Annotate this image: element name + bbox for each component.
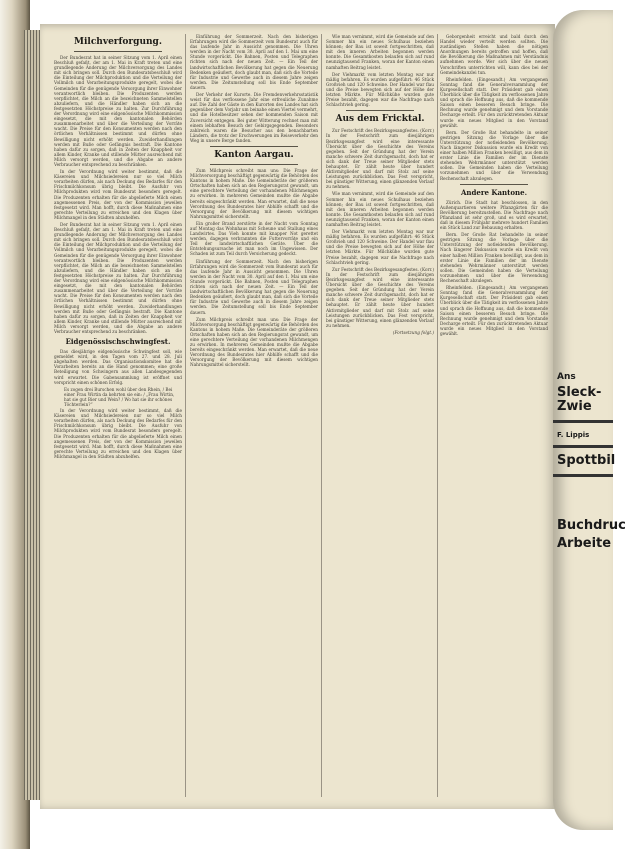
article-heading-milk: Milchverforgung. [74, 37, 162, 47]
article-paragraph: Zum Milchpreis schreibt man uns: Die Frage der Milchversorgung beschäftigt gegenwärtig die Behörden des Kantons in hohem Maße. Die Gemeinderäte der größeren Ortschaften haben sich an den Regierungsrat gewandt, um eine gerechtere Verteilung der vorhandenen Milchmengen zu erwirken. In mehreren Gemeinden mußte die Abgabe bereits eingeschränkt werden. Man erwartet, daß die neue Verordnung des Bundesrates hier Abhilfe schafft und die Versorgung der Bevölkerung mit diesem wichtigen Nahrungsmittel sicherstellt. [190, 167, 318, 219]
article-paragraph: Zum Milchpreis schreibt man uns: Die Frage der Milchversorgung beschäftigt gegenwärtig die Behörden des Kantons in hohem Maße. Die Gemeinderäte der größeren Ortschaften haben sich an den Regierungsrat gewandt, um eine gerechtere Verteilung der vorhandenen Milchmengen zu erwirken. In mehreren Gemeinden mußte die Abgabe bereits eingeschränkt werden. Man erwartet, daß die neue Verordnung des Bundesrates hier Abhilfe schafft und die Versorgung der Bevölkerung mit diesem wichtigen Nahrungsmittel sicherstellt. [190, 316, 318, 368]
article-paragraph: Bern. Der Große Rat behandelte in seiner gestrigen Sitzung die Vorlage über die Unterstützung der notleidenden Bevölkerung. Nach längerer Diskussion wurde ein Kredit von einer halben Million Franken bewilligt, aus dem in erster Linie die Familien der im Dienste stehenden Wehrmänner unterstützt werden sollen. Die Gemeinden haben die Verteilung vorzunehmen und über die Verwendung Rechenschaft abzulegen. [440, 129, 548, 181]
article-heading-fricktal: Aus dem Fricktal. [335, 114, 425, 125]
continuation-note: (Fortsetzung folgt.) [392, 329, 434, 335]
column-rule [321, 34, 322, 797]
heading-rule [460, 184, 528, 185]
heading-rule [210, 164, 298, 165]
article-paragraph: Der Bundesrat hat in seiner Sitzung vom 1. April einen Beschluß gefaßt, der am 1. Mai in Kraft treten und eine grundlegende Änderung der Milchversorgung des Landes mit sich bringen soll. Durch den Bundesratsbeschluß wird die Einteilung der Milchproduktion und die Verteilung der Vollmilch und Verarbeitungsprodukte geregelt, wobei die Gemeinden für die genügende Versorgung ihrer Einwohner verantwortlich bleiben. Die Produzenten werden verpflichtet, die Milch an die bezeichneten Sammelstellen abzuliefern, und die Händler haben sich an die festgesetzten Höchstpreise zu halten. Zur Durchführung der Verordnung wird eine eidgenössische Milchkommission eingesetzt, die mit den kantonalen Behörden zusammenarbeitet und über die Verteilung der Vorräte wacht. Die Preise für den Konsumenten werden nach den örtlichen Verhältnissen bestimmt und dürfen ohne Bewilligung nicht erhöht werden. Zuwiderhandlungen werden mit Buße oder Gefängnis bestraft. Die Kantone haben dafür zu sorgen, daß in Zeiten der Knappheit vor allem Kinder, Kranke und stillende Mütter ausreichend mit Milch versorgt werden, und die Abgabe an andere Verbraucher entsprechend zu beschränken. [54, 222, 182, 334]
poem-verse: Es zogen drei Burschen wohl über den Rhein, / Bei einer Frau Wirtin da kehrten sie ein: / „Frau Wirtin, hat sie gut Bier und Wein? / Wo hat sie ihr schönes Töchterlein?“ [64, 386, 175, 407]
article-paragraph: Ein großer Brand zerstörte in der Nacht vom Sonntag auf Montag das Wohnhaus mit Scheune und Stallung eines Landwirtes. Das Vieh konnte mit knapper Not gerettet werden, dagegen verbrannten die Futtervorräte und ein Teil der landwirtschaftlichen Geräte. Über die Entstehungsursache ist man noch im Ungewissen. Der Schaden ist zum Teil durch Versicherung gedeckt. [190, 220, 318, 257]
heading-rule [210, 146, 298, 147]
column-2 [190, 34, 318, 797]
article-paragraph: Einführung der Sommerzeit. Nach den bisherigen Erfahrungen wird die Sommerzeit vom Bundesrat auch für das laufende Jahr in Aussicht genommen. Die Uhren werden in der Nacht vom 30. April auf den 1. Mai um eine Stunde vorgerückt. Die Bahnen, Posten und Telegraphen richten sich nach der neuen Zeit. — Ein Teil der landwirtschaftlichen Bevölkerung hat gegen die Neuerung Bedenken geäußert, doch glaubt man, daß sich die Vorteile für Industrie und Gewerbe auch in diesem Jahre zeigen werden. Die Zeitumstellung soll bis Ende September dauern. [190, 34, 318, 90]
ad-headline: Sleck-Zwie [557, 385, 602, 414]
article-paragraph: Der Viehmarkt vom letzten Montag war nur mäßig befahren. Es wurden aufgeführt: 46 Stück Großvieh und 120 Schweine. Der Handel war flau und die Preise bewegten sich auf der Höhe der letzten Märkte. Für Milchkühe wurden gute Preise bezahlt, dagegen war die Nachfrage nach Schlachtvieh gering. [326, 71, 434, 108]
article-paragraph: Rheinfelden. (Eingesandt.) Am vergangenen Sonntag fand die Generalversammlung der Kurgesellschaft statt. Der Präsident gab einen Überblick über die Tätigkeit im verflossenen Jahre und sprach die Hoffnung aus, daß die kommende Saison einen besseren Besuch bringe. Die Rechnung wurde genehmigt und dem Vorstande Decharge erteilt. Für den zurücktretenden Aktuar wurde ein neues Mitglied in den Vorstand gewählt. [440, 76, 548, 128]
article-paragraph: Der Viehmarkt vom letzten Montag war nur mäßig befahren. Es wurden aufgeführt: 46 Stück Großvieh und 120 Schweine. Der Handel war flau und die Preise bewegten sich auf der Höhe der letzten Märkte. Für Milchkühe wurden gute Preise bezahlt, dagegen war die Nachfrage nach Schlachtvieh gering. [326, 229, 434, 265]
article-heading-schwingfest: Eidgenössischschwingfest. [65, 337, 171, 347]
article-paragraph: Der Bundesrat hat in seiner Sitzung vom 1. April einen Beschluß gefaßt, der am 1. Mai in Kraft treten und eine grundlegende Änderung der Milchversorgung des Landes mit sich bringen soll. Durch den Bundesratsbeschluß wird die Einteilung der Milchproduktion und die Verteilung der Vollmilch und Verarbeitungsprodukte geregelt, wobei die Gemeinden für die genügende Versorgung ihrer Einwohner verantwortlich bleiben. Die Produzenten werden verpflichtet, die Milch an die bezeichneten Sammelstellen abzuliefern, und die Händler haben sich an die festgesetzten Höchstpreise zu halten. Zur Durchführung der Verordnung wird eine eidgenössische Milchkommission eingesetzt, die mit den kantonalen Behörden zusammenarbeitet und über die Verteilung der Vorräte wacht. Die Preise für den Konsumenten werden nach den örtlichen Verhältnissen bestimmt und dürfen ohne Bewilligung nicht erhöht werden. Zuwiderhandlungen werden mit Buße oder Gefängnis bestraft. Die Kantone haben dafür zu sorgen, daß in Zeiten der Knappheit vor allem Kinder, Kranke und stillende Mütter ausreichend mit Milch versorgt werden, und die Abgabe an andere Verbraucher entsprechend zu beschränken. [54, 55, 182, 167]
ad-divider [553, 445, 613, 448]
article-paragraph: Das diesjährige eidgenössische Schwingfest soll, wie gemeldet wird, in den Tagen vom 27. und 28. Juli abgehalten werden. Das Organisationskomitee hat die Vorarbeiten bereits an die Hand genommen; eine große Beteiligung von Schwingern aus allen Landesgegenden wird erwartet. Die Gabensammlung ist eröffnet und verspricht einen schönen Erfolg. [54, 349, 182, 385]
article-heading-andere-kantone: Andere Kantone. [460, 187, 528, 197]
article-paragraph: Zürich. Die Stadt hat beschlossen, in den Außenquartieren weitere Pflanzgärten für die Bevölkerung bereitzustellen. Die Nachfrage nach Pflanzland ist sehr groß, und es wird erwartet, daß in diesem Frühjahr mehrere hundert Familien ein Stück Land zur Bebauung erhalten. [440, 199, 548, 231]
ad-headline: Arbeite [557, 536, 612, 551]
article-paragraph: Einführung der Sommerzeit. Nach den bisherigen Erfahrungen wird die Sommerzeit vom Bundesrat auch für das laufende Jahr in Aussicht genommen. Die Uhren werden in der Nacht vom 30. April auf den 1. Mai um eine Stunde vorgerückt. Die Bahnen, Posten und Telegraphen richten sich nach der neuen Zeit. — Ein Teil der landwirtschaftlichen Bevölkerung hat gegen die Neuerung Bedenken geäußert, doch glaubt man, daß sich die Vorteile für Industrie und Gewerbe auch in diesem Jahre zeigen werden. Die Zeitumstellung soll bis Ende September dauern. [190, 258, 318, 315]
article-paragraph: Geborgenheit erreicht und bald durch den Handel wieder verteilt werden sollten. Die zuständigen Stellen haben die nötigen Anordnungen bereits getroffen und hoffen, daß die Bevölkerung die Maßnahmen mit Verständnis aufnehmen werde. Wer sich über die neuen Vorschriften unterrichten will, kann dies bei der Gemeindekanzlei tun. [440, 34, 548, 75]
column-rule [185, 34, 186, 797]
next-page-ads [553, 10, 626, 830]
article-paragraph: Bern. Der Große Rat behandelte in seiner gestrigen Sitzung die Vorlage über die Unterstützung der notleidenden Bevölkerung. Nach längerer Diskussion wurde ein Kredit von einer halben Million Franken bewilligt, aus dem in erster Linie die Familien der im Dienste stehenden Wehrmänner unterstützt werden sollen. Die Gemeinden haben die Verteilung vorzunehmen und über die Verwendung Rechenschaft abzulegen. [440, 232, 548, 284]
article-paragraph: Rheinfelden. (Eingesandt.) Am vergangenen Sonntag fand die Generalversammlung der Kurgesellschaft statt. Der Präsident gab einen Überblick über die Tätigkeit im verflossenen Jahre und sprach die Hoffnung aus, daß die kommende Saison einen besseren Besuch bringe. Die Rechnung wurde genehmigt und dem Vorstande Decharge erteilt. Für den zurücktretenden Aktuar wurde ein neues Mitglied in den Vorstand gewählt. [440, 285, 548, 336]
heading-rule [346, 110, 414, 111]
newspaper-page [40, 24, 555, 809]
column-rule [437, 34, 438, 797]
ad-divider [553, 420, 613, 423]
article-paragraph: Wie man vernimmt, wird die Gemeinde auf den Sommer hin ein neues Schulhaus beziehen können; der Bau ist soweit fortgeschritten, daß mit den inneren Arbeiten begonnen werden konnte. Die Gesamtkosten belaufen sich auf rund neunzigtausend Franken, woran der Kanton einen namhaften Beitrag leistet. [326, 191, 434, 227]
column-3 [326, 34, 434, 797]
article-paragraph: Zur Festschrift des Bezirksgesangfestes. (Korr.) In der Festschrift zum diesjährigen Bezirksgesangfest wird eine interessante Übersicht über die Geschichte des Vereins gegeben. Seit der Gründung hat der Verein manche schwere Zeit durchgemacht, doch hat er sich dank der Treue seiner Mitglieder stets behauptet. Er zählt heute über hundert Aktivmitglieder und darf mit Stolz auf seine Leistungen zurückblicken. Das Fest verspricht, bei günstiger Witterung, einen glänzenden Verlauf zu nehmen. [326, 128, 434, 190]
heading-rule [74, 51, 162, 52]
ad-headline: Buchdruc [557, 518, 626, 533]
ad-text: Ans [557, 372, 576, 382]
column-1 [54, 34, 182, 797]
article-paragraph: Zur Festschrift des Bezirksgesangfestes. (Korr.) In der Festschrift zum diesjährigen Bezirksgesangfest wird eine interessante Übersicht über die Geschichte des Vereins gegeben. Seit der Gründung hat der Verein manche schwere Zeit durchgemacht, doch hat er sich dank der Treue seiner Mitglieder stets behauptet. Er zählt heute über hundert Aktivmitglieder und darf mit Stolz auf seine Leistungen zurückblicken. Das Fest verspricht, bei günstiger Witterung, einen glänzenden Verlauf zu nehmen. [326, 266, 434, 328]
ad-headline: Spottbil [557, 453, 616, 468]
article-heading-kanton-aargau: Kanton Aargau. [214, 149, 294, 160]
ad-divider [553, 474, 613, 477]
ad-text: F. Lippis [557, 431, 590, 439]
article-paragraph: Der Verkehr der Kurorte. Die Fremdenverkehrsstatistik weist für das verflossene Jahr eine erfreuliche Zunahme auf. Die Zahl der Gäste in den Kurorten des Landes hat sich gegenüber dem Vorjahr um beinahe einen Viertel vermehrt, und die Hotelbesitzer sehen der kommenden Saison mit Zuversicht entgegen. Bei guter Witterung rechnet man mit einem lebhaften Besuch der Gebirgsgegenden. Besonders zahlreich waren die Besucher aus den benachbarten Ländern, die trotz der Erschwerungen im Reiseverkehr den Weg in unsere Berge fanden. [190, 92, 318, 143]
article-paragraph: In der Verordnung wird weiter bestimmt, daß die Käsereien und Milchsiedereien nur so viel Milch verarbeiten dürfen, als nach Deckung des Bedarfes für den Frischmilchkonsum übrig bleibt. Die Ausfuhr von Milchprodukten wird vom Bundesrat besonders geregelt. Die Produzenten erhalten für die abgelieferte Milch einen angemessenen Preis, der von der Kommission jeweilen festgesetzt wird. Man hofft, durch diese Maßnahmen eine gerechte Verteilung zu erreichen und den Klagen über Milchmangel in den Städten abzuhelfen. [54, 169, 182, 220]
column-4 [440, 34, 548, 797]
article-paragraph: In der Verordnung wird weiter bestimmt, daß die Käsereien und Milchsiedereien nur so viel Milch verarbeiten dürfen, als nach Deckung des Bedarfes für den Frischmilchkonsum übrig bleibt. Die Ausfuhr von Milchprodukten wird vom Bundesrat besonders geregelt. Die Produzenten erhalten für die abgelieferte Milch einen angemessenen Preis, der von der Kommission jeweilen festgesetzt wird. Man hofft, durch diese Maßnahmen eine gerechte Verteilung zu erreichen und den Klagen über Milchmangel in den Städten abzuhelfen. [54, 408, 182, 459]
article-paragraph: Wie man vernimmt, wird die Gemeinde auf den Sommer hin ein neues Schulhaus beziehen können; der Bau ist soweit fortgeschritten, daß mit den inneren Arbeiten begonnen werden konnte. Die Gesamtkosten belaufen sich auf rund neunzigtausend Franken, woran der Kanton einen namhaften Beitrag leistet. [326, 34, 434, 70]
